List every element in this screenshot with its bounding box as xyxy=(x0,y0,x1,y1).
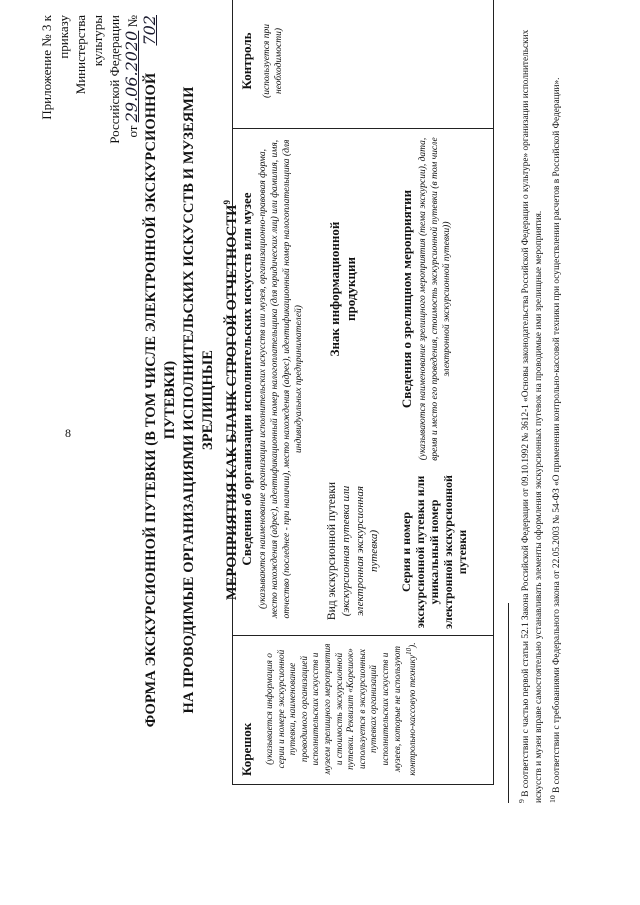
kind-heading: Вид экскурсионной путевки xyxy=(326,481,338,621)
stub-heading: Корешок xyxy=(239,722,254,776)
control-note: (используется при необходимости) xyxy=(262,24,284,98)
handwritten-date: 29.06.2020 xyxy=(122,30,141,123)
title-line-2: НА ПРОВОДИМЫЕ ОРГАНИЗАЦИЯМИ ИСПОЛНИТЕЛЬСКИХ ИСКУССТВ И МУЗЕЯМИ ЗРЕЛИЩНЫЕ xyxy=(181,86,216,714)
org-heading: Сведения об организации исполнительских искусств или музее xyxy=(239,192,254,566)
series-heading: Серия и номер экскурсионной путевки или уникальный номер электронной экскурсионной путевки xyxy=(399,475,469,629)
event-note: (указываются наименование зрелищного мероприятия (тема экскурсии), дата, время и место его проведения, стоимость экскурсионной путевки (в том числе электронной экскурсионной путевки)) xyxy=(418,137,452,461)
sign-cell xyxy=(327,214,359,364)
number-prefix: № xyxy=(125,15,140,28)
footnote-9: $^9$ В соответствии с частью первой статьи 52.1 Закона Российской Федерации от 09.10.1992 № 3612-1 «Основы законодательства Российской Федерации о культуре» организации исполнительских искусств и музеи вправе самостоятельно устанавливать элементы оформления экскурсионных путевок на проводимые ими зрелищные мероприятия. xyxy=(517,29,545,803)
control-heading: Контроль xyxy=(239,32,254,90)
appendix-line-2: Министерства культуры xyxy=(73,15,105,95)
kind-note: (экскурсионная путевка или электронная экскурсионная путевка) xyxy=(340,485,380,617)
event-cell xyxy=(399,130,453,468)
appendix-line-3: Российской Федерации xyxy=(107,15,122,144)
sign-heading: Знак информационной продукции xyxy=(327,221,358,357)
page-number: 8 xyxy=(65,426,71,440)
kind-cell xyxy=(325,476,381,626)
stub-note: (указывается информация о серии и номере экскурсионной путевки, наименование проводимого организацией исполнительских искусств и музеем зрелищного мероприятия и стоимость экскурсионной путевки. Реквизит «Корешок» используется в экскурсионных путевках организаций исполнительских искусств и музеев, которые не используют контрольно-кассовую технику$^{10}$). xyxy=(265,642,419,776)
date-prefix: от xyxy=(125,125,140,138)
footnote-10: $^{10}$ В соответствии с требованиями Федерального закона от 22.05.2003 № 54-ФЗ «О применении контрольно-кассовой техники при осуществлении расчетов в Российской Федерации». xyxy=(548,77,563,803)
control-cell xyxy=(239,0,285,122)
title-line-1: ФОРМА ЭКСКУРСИОННОЙ ПУТЕВКИ (В ТОМ ЧИСЛЕ ЭЛЕКТРОННОЙ ЭКСКУРСИОННОЙ ПУТЕВКИ) xyxy=(143,72,178,728)
footnote-rule xyxy=(508,603,509,803)
org-note: (указываются наименование организации исполнительских искусств или музея, организационно-правовая форма, место нахождения (адрес), идентификационный номер налогоплательщика (для юридических лиц) или фамилия, имя, отчество (последнее - при наличии), место нахождения (адрес), идентификационный номер налогоплательщика (для индивидуальных предпринимателей) xyxy=(258,139,304,619)
stub-cell xyxy=(239,642,420,776)
title-footnote-mark: 9 xyxy=(222,199,232,205)
form-title xyxy=(142,45,242,755)
appendix-header xyxy=(38,15,159,145)
ticket-form-table xyxy=(232,0,494,785)
series-cell xyxy=(399,472,469,632)
event-heading: Сведения о зрелищном мероприятии xyxy=(399,189,414,409)
control-divider xyxy=(233,128,493,129)
footnotes xyxy=(508,3,564,803)
stub-divider xyxy=(233,635,493,636)
title-line-3: МЕРОПРИЯТИЯ КАК БЛАНК СТРОГОЙ ОТЧЕТНОСТИ$^9$ xyxy=(222,199,240,601)
org-cell xyxy=(239,136,305,622)
appendix-line-1: Приложение № 3 к приказу xyxy=(39,15,71,120)
handwritten-number: 702 xyxy=(140,15,159,46)
